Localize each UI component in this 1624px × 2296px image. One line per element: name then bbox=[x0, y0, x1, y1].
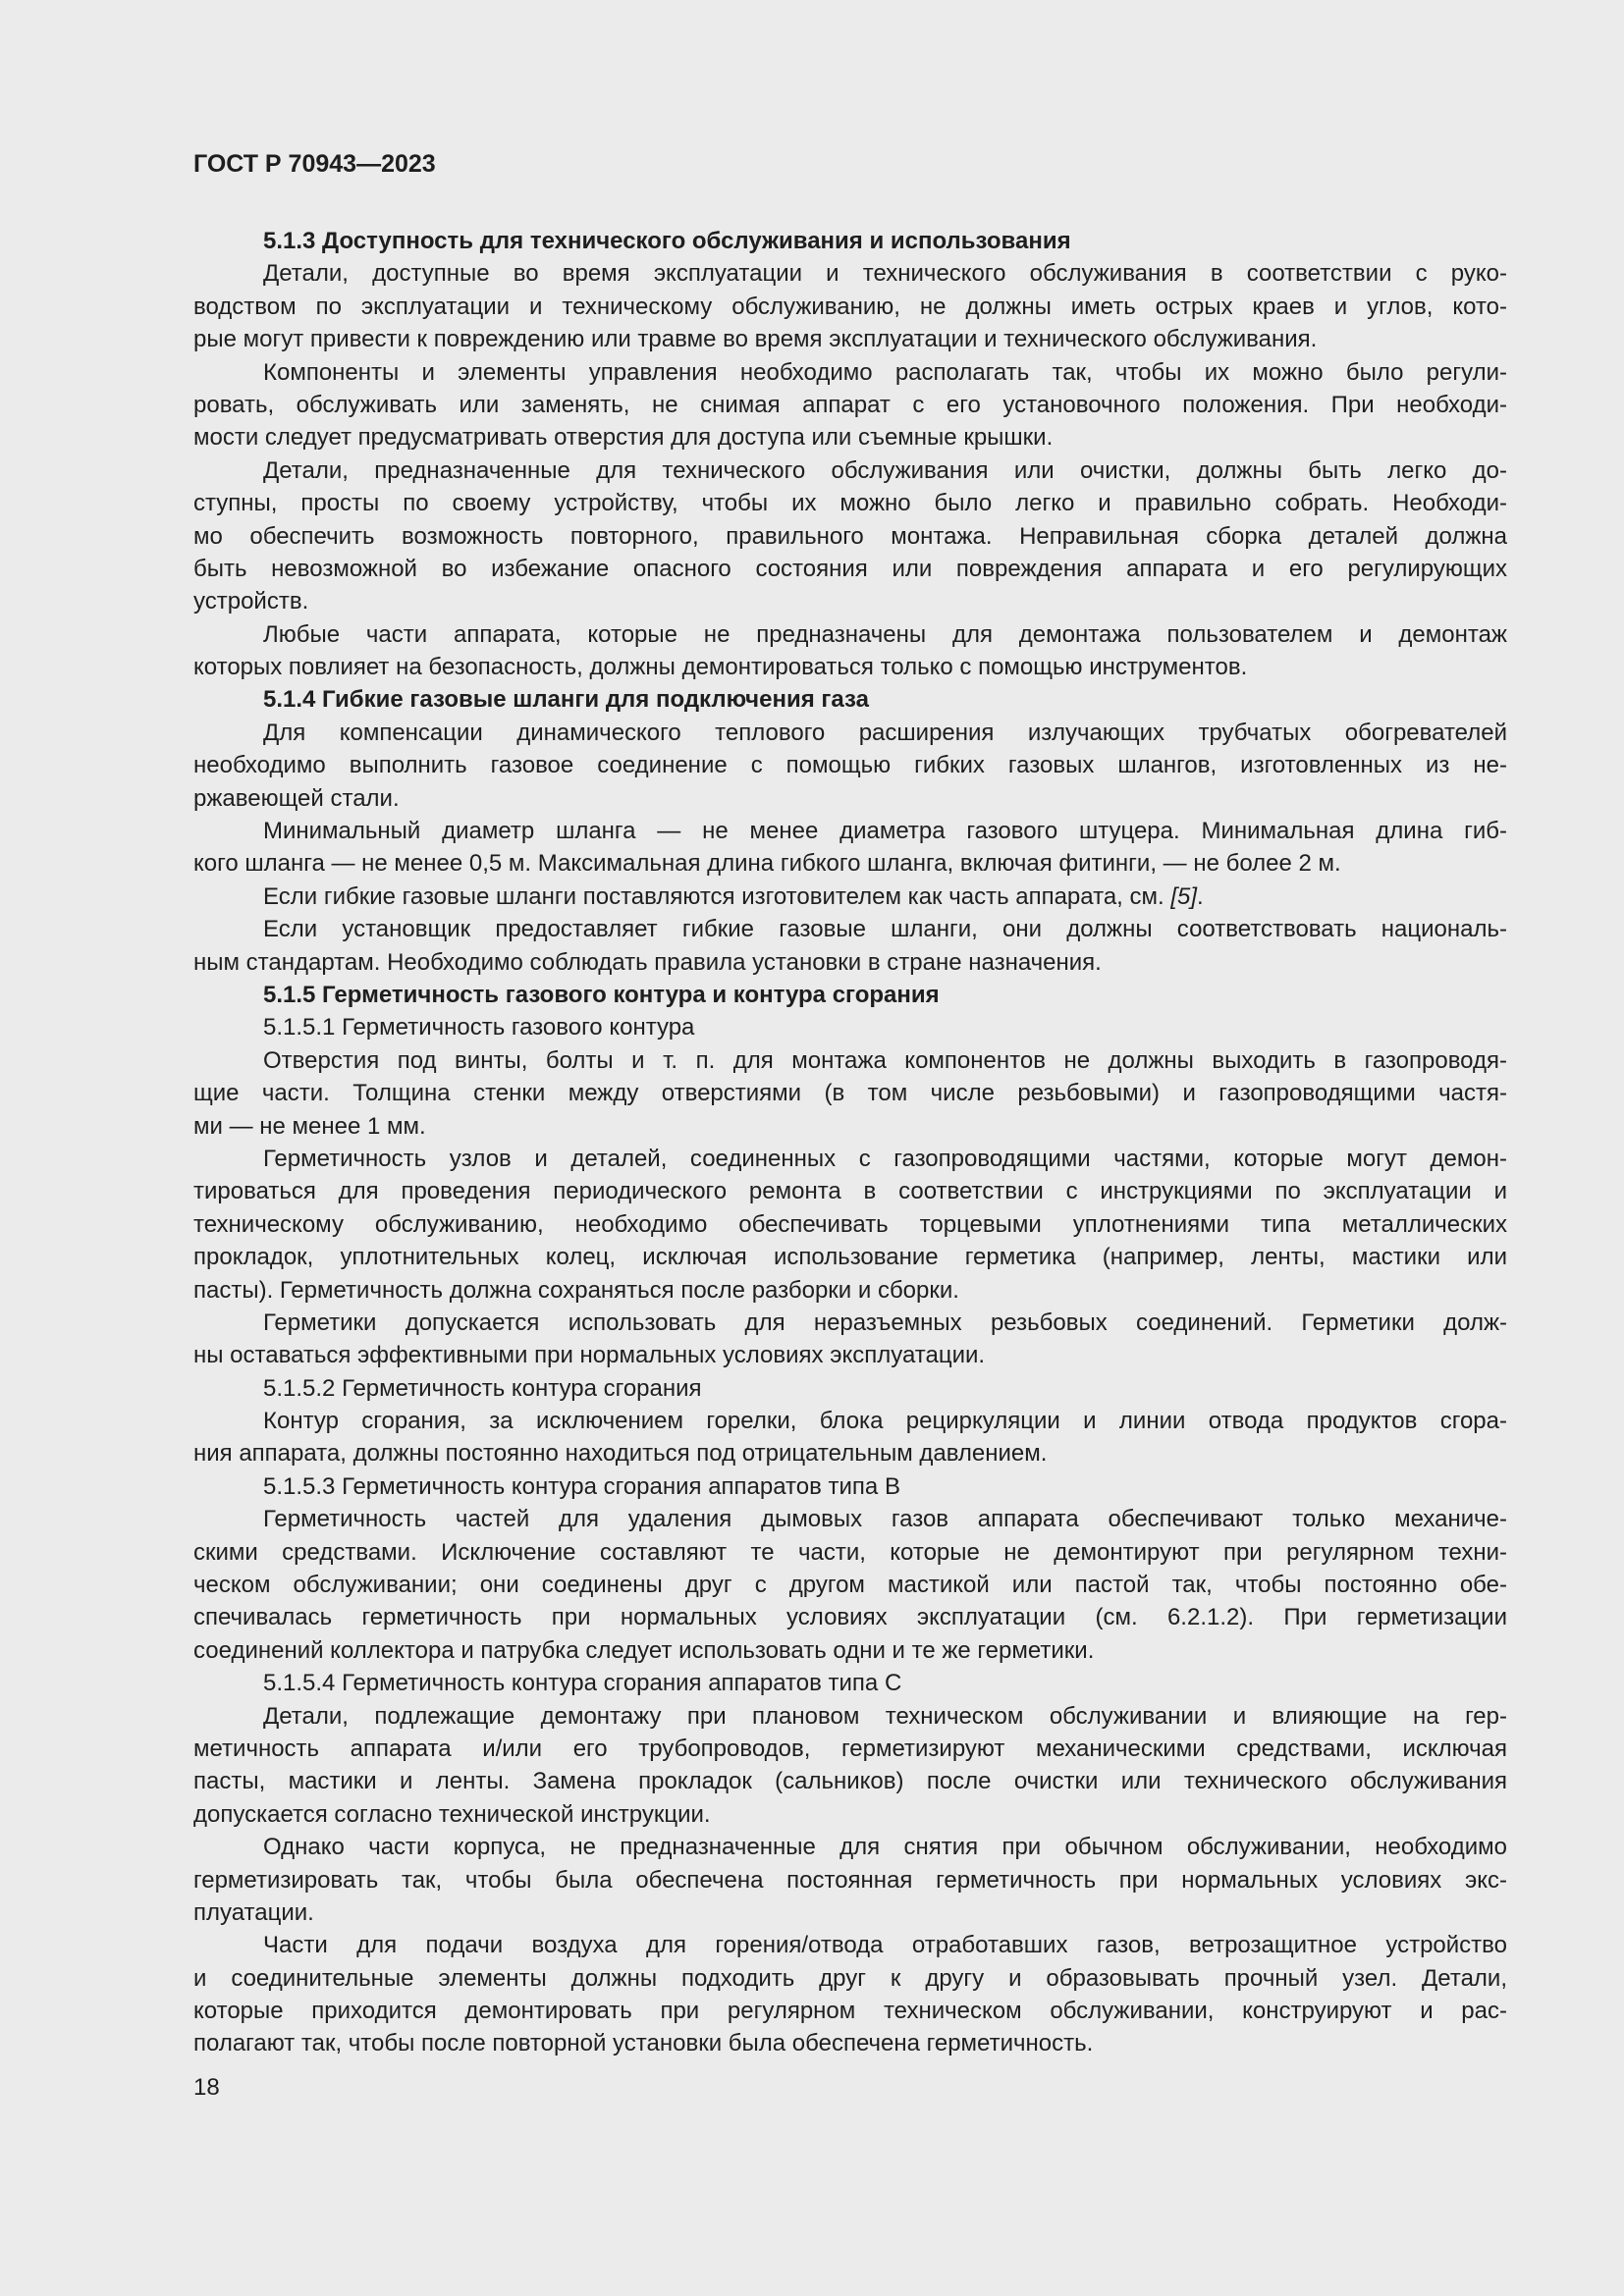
text-line bbox=[193, 1307, 1507, 1339]
line-text: метичность аппарата и/или его трубопроводов, герметизируют механическими средствами, исключая bbox=[193, 1735, 1507, 1762]
text-line bbox=[193, 1733, 1507, 1765]
text-line bbox=[193, 913, 1507, 945]
text-line bbox=[193, 1274, 1507, 1307]
line-text: Любые части аппарата, которые не предназначены для демонтажа пользователем и демонтаж bbox=[263, 620, 1507, 648]
section-heading-line bbox=[193, 683, 1507, 716]
text-line bbox=[193, 356, 1507, 389]
text-line bbox=[193, 1995, 1507, 2027]
text-line bbox=[193, 454, 1507, 487]
line-text: скими средствами. Исключение составляют те части, которые не демонтируют при регулярном техни- bbox=[193, 1538, 1507, 1566]
line-text: Детали, доступные во время эксплуатации и технического обслуживания в соответствии с руко- bbox=[263, 260, 1507, 288]
text-line bbox=[193, 815, 1507, 847]
line-text: 5.1.5.1 Герметичность газового контура bbox=[263, 1014, 695, 1041]
line-text: рые могут привести к повреждению или травме во время эксплуатации и технического обслуживания. bbox=[193, 326, 1318, 353]
text-line bbox=[193, 749, 1507, 781]
line-text: ны оставаться эффективными при нормальных условиях эксплуатации. bbox=[193, 1342, 986, 1369]
line-text: быть невозможной во избежание опасного состояния или повреждения аппарата и его регулирующих bbox=[193, 555, 1507, 582]
line-text: которых повлияет на безопасность, должны демонтироваться только с помощью инструментов. bbox=[193, 654, 1248, 681]
text-line bbox=[193, 257, 1507, 290]
line-text: Детали, подлежащие демонтажу при плановом техническом обслуживании и влияющие на гер- bbox=[263, 1702, 1507, 1730]
line-text-tail: . bbox=[1197, 882, 1204, 910]
line-text: которые приходится демонтировать при регулярном техническом обслуживании, конструируют и рас- bbox=[193, 1998, 1507, 2025]
line-text: мости следует предусматривать отверстия для доступа или съемные крышки. bbox=[193, 424, 1054, 452]
text-line bbox=[193, 1437, 1507, 1469]
text-line bbox=[193, 946, 1507, 979]
section-heading-line bbox=[193, 225, 1507, 257]
line-text: пасты, мастики и ленты. Замена прокладок (сальников) после очистки или технического обслуживания bbox=[193, 1768, 1507, 1795]
text-line bbox=[193, 1405, 1507, 1437]
text-line bbox=[193, 1634, 1507, 1667]
text-line bbox=[193, 421, 1507, 454]
line-text: водством по эксплуатации и техническому обслуживанию, не должны иметь острых краев и углов, кото- bbox=[193, 293, 1507, 320]
text-line bbox=[193, 782, 1507, 815]
text-line bbox=[193, 1339, 1507, 1371]
line-text: ми — не менее 1 мм. bbox=[193, 1112, 426, 1140]
text-line bbox=[193, 1044, 1507, 1077]
text-line bbox=[193, 1503, 1507, 1535]
line-text: Части для подачи воздуха для горения/отвода отработавших газов, ветрозащитное устройство bbox=[263, 1932, 1507, 1959]
bibliography-reference: [5] bbox=[1170, 882, 1198, 910]
text-line bbox=[193, 1765, 1507, 1797]
line-text: Герметичность узлов и деталей, соединенных с газопроводящими частями, которые могут демон- bbox=[263, 1145, 1507, 1172]
line-text: 5.1.5.4 Герметичность контура сгорания аппаратов типа С bbox=[263, 1670, 902, 1697]
text-line bbox=[193, 291, 1507, 323]
line-text: и соединительные элементы должны подходить друг к другу и образовывать прочный узел. Детали, bbox=[193, 1964, 1507, 1992]
text-line bbox=[193, 323, 1507, 355]
line-text: Для компенсации динамического теплового расширения излучающих трубчатых обогревателей bbox=[263, 719, 1507, 746]
line-text: мо обеспечить возможность повторного, правильного монтажа. Неправильная сборка деталей должна bbox=[193, 522, 1507, 550]
line-text: прокладок, уплотнительных колец, исключая использование герметика (например, ленты, мастики или bbox=[193, 1244, 1507, 1271]
text-line bbox=[193, 651, 1507, 683]
line-text: 5.1.5.2 Герметичность контура сгорания bbox=[263, 1374, 702, 1402]
line-text: техническому обслуживанию, необходимо обеспечивать торцевыми уплотнениями типа металлических bbox=[193, 1210, 1507, 1238]
text-line bbox=[193, 1667, 1507, 1699]
line-text: Контур сгорания, за исключением горелки, блока рециркуляции и линии отвода продуктов сгора- bbox=[263, 1408, 1507, 1435]
text-line bbox=[193, 1569, 1507, 1601]
document-header: ГОСТ Р 70943—2023 bbox=[193, 150, 436, 178]
line-text: допускается согласно технической инструкции. bbox=[193, 1800, 711, 1828]
line-text: полагают так, чтобы после повторной установки была обеспечена герметичность. bbox=[193, 2030, 1094, 2057]
text-line bbox=[193, 553, 1507, 585]
line-text: пасты). Герметичность должна сохраняться после разборки и сборки. bbox=[193, 1276, 959, 1304]
line-text: ступны, просты по своему устройству, чтобы их можно было легко и правильно собрать. Необходи- bbox=[193, 490, 1507, 517]
text-line bbox=[193, 1077, 1507, 1109]
text-line bbox=[193, 585, 1507, 617]
page-number: 18 bbox=[193, 2074, 220, 2101]
text-line bbox=[193, 1831, 1507, 1863]
line-text: ржавеющей стали. bbox=[193, 784, 400, 812]
text-line bbox=[193, 1798, 1507, 1831]
line-text: плуатации. bbox=[193, 1898, 314, 1926]
text-line bbox=[193, 389, 1507, 421]
text-line bbox=[193, 847, 1507, 880]
line-text: ческом обслуживании; они соединены друг с другом мастикой или пастой так, чтобы постоянно обе- bbox=[193, 1572, 1507, 1599]
text-line bbox=[193, 1962, 1507, 1995]
text-line bbox=[193, 1110, 1507, 1143]
text-line bbox=[193, 717, 1507, 749]
text-line bbox=[193, 1536, 1507, 1569]
line-text: 5.1.5.3 Герметичность контура сгорания аппаратов типа В bbox=[263, 1472, 900, 1500]
line-text: кого шланга — не менее 0,5 м. Максимальная длина гибкого шланга, включая фитинги, — не более 2 м. bbox=[193, 850, 1341, 878]
line-text: необходимо выполнить газовое соединение с помощью гибких газовых шлангов, изготовленных из не- bbox=[193, 752, 1507, 779]
line-text: Детали, предназначенные для технического обслуживания или очистки, должны быть легко до- bbox=[263, 456, 1507, 484]
document-body bbox=[193, 225, 1507, 2060]
section-heading-line bbox=[193, 979, 1507, 1011]
line-text: щие части. Толщина стенки между отверстиями (в том числе резьбовыми) и газопроводящими частя- bbox=[193, 1080, 1507, 1107]
line-text: устройств. bbox=[193, 588, 309, 615]
line-text: Герметики допускается использовать для неразъемных резьбовых соединений. Герметики долж- bbox=[263, 1308, 1507, 1336]
line-text: 5.1.3 Доступность для технического обслуживания и использования bbox=[263, 228, 1071, 254]
text-line bbox=[193, 618, 1507, 651]
text-line bbox=[193, 2027, 1507, 2059]
text-line bbox=[193, 1864, 1507, 1896]
text-line bbox=[193, 1896, 1507, 1929]
line-text: 5.1.5 Герметичность газового контура и контура сгорания bbox=[263, 981, 940, 1008]
text-line bbox=[193, 1601, 1507, 1633]
line-text: Минимальный диаметр шланга — не менее диаметра газового штуцера. Минимальная длина гиб- bbox=[263, 818, 1507, 845]
line-text: спечивалась герметичность при нормальных условиях эксплуатации (см. 6.2.1.2). При герметизации bbox=[193, 1604, 1507, 1631]
line-text: ным стандартам. Необходимо соблюдать правила установки в стране назначения. bbox=[193, 948, 1102, 976]
text-line bbox=[193, 1208, 1507, 1241]
line-text: соединений коллектора и патрубка следует использовать одни и те же герметики. bbox=[193, 1636, 1095, 1664]
text-line bbox=[193, 1011, 1507, 1043]
text-line bbox=[193, 1929, 1507, 1961]
line-text: Если гибкие газовые шланги поставляются изготовителем как часть аппарата, см. bbox=[263, 882, 1171, 910]
text-line bbox=[193, 1241, 1507, 1273]
text-line bbox=[193, 487, 1507, 519]
line-text: 5.1.4 Гибкие газовые шланги для подключения газа bbox=[263, 686, 869, 714]
text-line bbox=[193, 1143, 1507, 1175]
text-line bbox=[193, 1175, 1507, 1207]
line-text: ровать, обслуживать или заменять, не снимая аппарат с его установочного положения. При необходи- bbox=[193, 391, 1507, 418]
line-text: Герметичность частей для удаления дымовых газов аппарата обеспечивают только механиче- bbox=[263, 1506, 1507, 1533]
line-text: тироваться для проведения периодического ремонта в соответствии с инструкциями по эксплуатации и bbox=[193, 1178, 1507, 1205]
text-line bbox=[193, 1470, 1507, 1503]
line-text: ния аппарата, должны постоянно находиться под отрицательным давлением. bbox=[193, 1440, 1048, 1468]
text-line bbox=[193, 881, 1507, 913]
text-line bbox=[193, 1700, 1507, 1733]
line-text: Отверстия под винты, болты и т. п. для монтажа компонентов не должны выходить в газопроводя- bbox=[263, 1046, 1507, 1074]
line-text: Если установщик предоставляет гибкие газовые шланги, они должны соответствовать националь- bbox=[263, 916, 1507, 943]
text-line bbox=[193, 520, 1507, 553]
line-text: Однако части корпуса, не предназначенные для снятия при обычном обслуживании, необходимо bbox=[263, 1834, 1507, 1861]
line-text: Компоненты и элементы управления необходимо располагать так, чтобы их можно было регули- bbox=[263, 358, 1507, 386]
line-text: герметизировать так, чтобы была обеспечена постоянная герметичность при нормальных условиях экс- bbox=[193, 1866, 1507, 1894]
text-line bbox=[193, 1372, 1507, 1405]
